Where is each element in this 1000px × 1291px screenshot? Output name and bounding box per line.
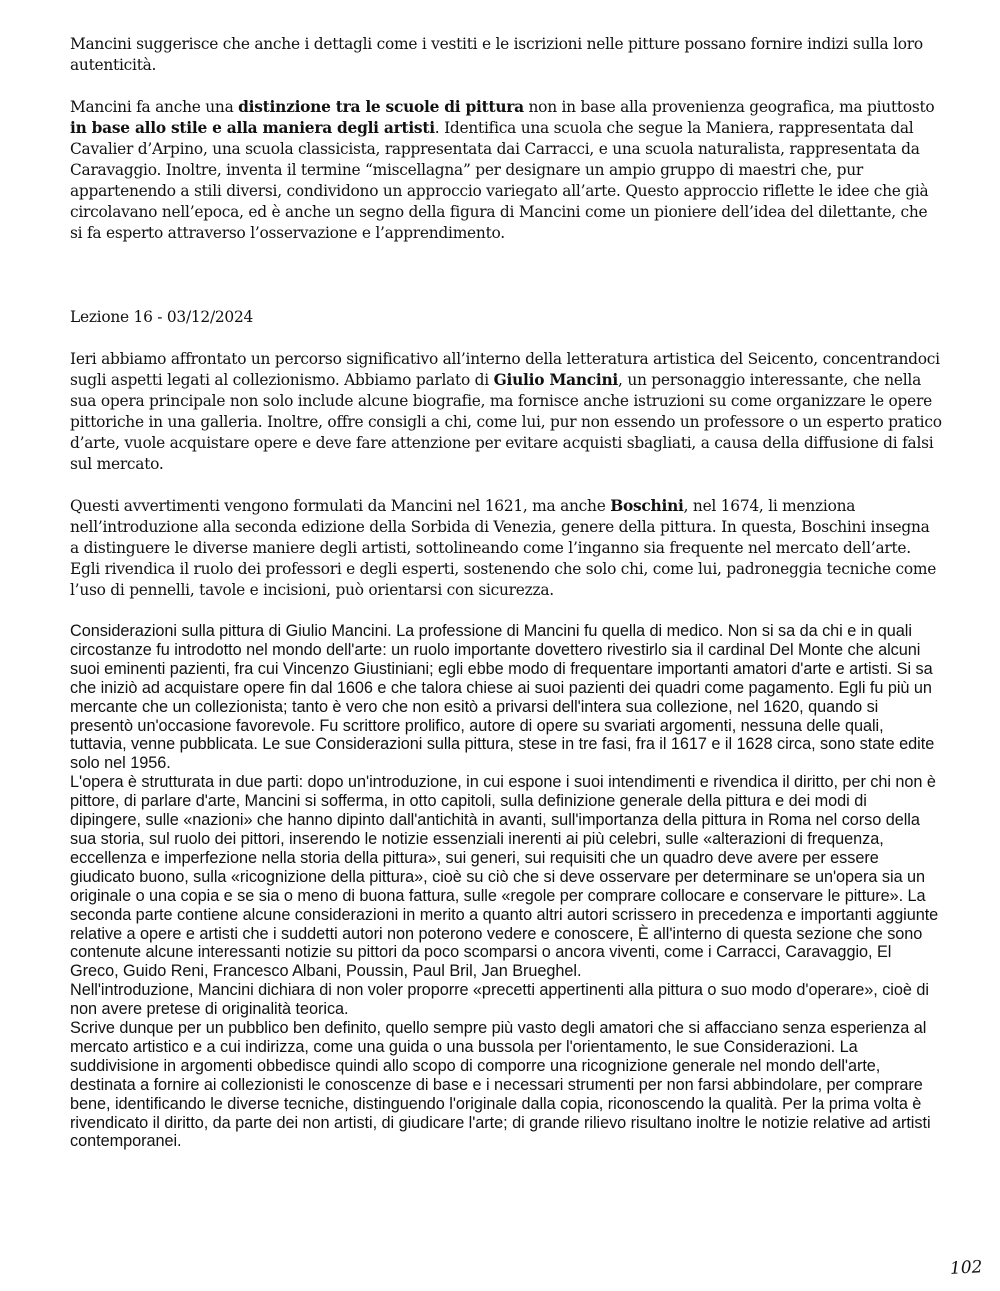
yesterday-text-2: , un personaggio interessante, che nella sua opera principale non solo include alcune biografie, ma fornisce anche istruzioni su come organizzare le opere pittoriche in una galleria. Inoltre, offre consigli a chi, come lui, pur non essendo un professore o un esperto pratico d’arte, vuole acquistare opere e deve fare attenzione per evitare acquisti sbagliati, a causa della diffusione di falsi sul mercato. xyxy=(70,371,942,473)
lesson-heading: Lezione 16 - 03/12/2024 xyxy=(70,308,254,326)
document-page xyxy=(70,34,942,1151)
considerazioni-paragraph-3: Nell'introduzione, Mancini dichiara di non voler proporre «precetti appertinenti alla pittura o suo modo d'operare», cioè di non avere pretese di originalità teorica. xyxy=(70,981,929,1019)
considerazioni-section xyxy=(70,622,942,1151)
boschini-text-2: , nel 1674, li menziona nell’introduzione alla seconda edizione della Sorbida di Venezia, genere della pittura. In questa, Boschini insegna a distinguere le diverse maniere degli artisti, sottolineando come l’inganno sia frequente nel mercato dell’arte. Egli rivendica il ruolo dei professori e degli esperti, sostenendo che solo chi, come lui, padroneggia tecniche come l’uso di pennelli, tavole e incisioni, può orientarsi con sicurezza. xyxy=(70,497,937,599)
schools-text-1: Mancini fa anche una xyxy=(70,98,239,116)
boschini-bold: Boschini xyxy=(610,497,684,515)
boschini-paragraph xyxy=(70,496,942,601)
considerazioni-paragraph-2: L'opera è strutturata in due parti: dopo un'introduzione, in cui espone i suoi intendimenti e rivendica il diritto, per chi non è pittore, di parlare d'arte, Mancini si sofferma, in otto capitoli, sulla definizione generale della pittura e dei modi di dipingere, sulle «nazioni» che hanno dipinto dall'antichità in avanti, sull'importanza della pittura in Roma nel corso della sua storia, sul ruolo dei pittori, inserendo le notizie essenziali inerenti ai più celebri, sulle «alterazioni di frequenza, eccellenza e imperfezione nella storia della pittura», sui generi, sui requisiti che un quadro deve avere per essere giudicato buono, sulla «ricognizione della pittura», cioè su ciò che si deve osservare per determinare se un'opera sia un originale o una copia e se sia o meno di buona fattura, sulle «regole per comprare collocare e conservare le pitture». La seconda parte contiene alcune considerazioni in merito a quanto altri autori scrissero in precedenza e importanti aggiunte relative a opere e artisti che i suddetti autori non poterono vedere e conoscere, È all'interno di questa sezione che sono contenute alcune interessanti notizie su pittori da poco scomparsi o ancora viventi, come i Carracci, Caravaggio, El Greco, Guido Reni, Francesco Albani, Poussin, Paul Bril, Jan Brueghel. xyxy=(70,773,939,981)
schools-bold-1: distinzione tra le scuole di pittura xyxy=(238,98,524,116)
intro-paragraph: Mancini suggerisce che anche i dettagli come i vestiti e le iscrizioni nelle pitture possano fornire indizi sulla loro autenticità. xyxy=(70,35,923,74)
mancini-bold: Giulio Mancini xyxy=(493,371,619,389)
considerazioni-paragraph-1: Considerazioni sulla pittura di Giulio Mancini. La professione di Mancini fu quella di medico. Non si sa da chi e in quali circostanze fu introdotto nel mondo dell'arte: un ruolo importante dovettero rivestirlo sia il cardinal Del Monte che alcuni suoi eminenti pazienti, fra cui Vincenzo Giustiniani; egli ebbe modo di frequentare importanti amatori d'arte e artisti. Si sa che iniziò ad acquistare opere fin dal 1606 e che talora chiese ai suoi pazienti dei quadri come pagamento. Egli fu più un mercante che un collezionista; tanto è vero che non esitò a privarsi dell'intera sua collezione, nel 1620, quando si presentò un'occasione favorevole. Fu scrittore prolifico, autore di opere su svariati argomenti, nessuna delle quali, tuttavia, venne pubblicata. Le sue Considerazioni sulla pittura, stese in tre fasi, fra il 1617 e il 1628 circa, sono state edite solo nel 1956. xyxy=(70,622,935,773)
schools-paragraph xyxy=(70,97,942,244)
yesterday-paragraph xyxy=(70,349,942,475)
schools-bold-2: in base allo stile e alla maniera degli artisti xyxy=(70,119,435,137)
considerazioni-paragraph-4: Scrive dunque per un pubblico ben definito, quello sempre più vasto degli amatori che si affacciano senza esperienza al mercato artistico e a cui indirizza, come una guida o una bussola per l'orientamento, le sue Considerazioni. La suddivisione in argomenti obbedisce quindi allo scopo di comporre una ricognizione generale nel mondo dell'arte, destinata a fornire ai collezionisti le conoscenze di base e i necessari strumenti per non farsi abbindolare, per comprare bene, identificando le diverse tecniche, distinguendo l'originale dalla copia, riconoscendo la qualità. Per la prima volta è rivendicato il diritto, da parte dei non artisti, di giudicare l'arte; di grande rilievo risultano inoltre le notizie relative ad artisti contemporanei. xyxy=(70,1019,931,1151)
schools-text-2: non in base alla provenienza geografica, ma piuttosto xyxy=(523,98,935,116)
schools-text-3: . Identifica una scuola che segue la Maniera, rappresentata dal Cavalier d’Arpino, una scuola classicista, rappresentata dai Carracci, e una scuola naturalista, rappresentata da Caravaggio. Inoltre, inventa il termine “miscellagna” per designare un ampio gruppo di maestri che, pur appartenendo a stili diversi, condividono un approccio variegato all’arte. Questo approccio riflette le idee che già circolavano nell’epoca, ed è anche un segno della figura di Mancini come un pioniere dell’idea del dilettante, che si fa esperto attraverso l’osservazione e l’apprendimento. xyxy=(70,119,929,242)
page-number: 102 xyxy=(949,1257,983,1279)
yesterday-text-1: Ieri abbiamo affrontato un percorso significativo all’interno della letteratura artistica del Seicento, concentrandoci sugli aspetti legati al collezionismo. Abbiamo parlato di xyxy=(70,350,940,389)
boschini-text-1: Questi avvertimenti vengono formulati da Mancini nel 1621, ma anche xyxy=(70,497,611,515)
